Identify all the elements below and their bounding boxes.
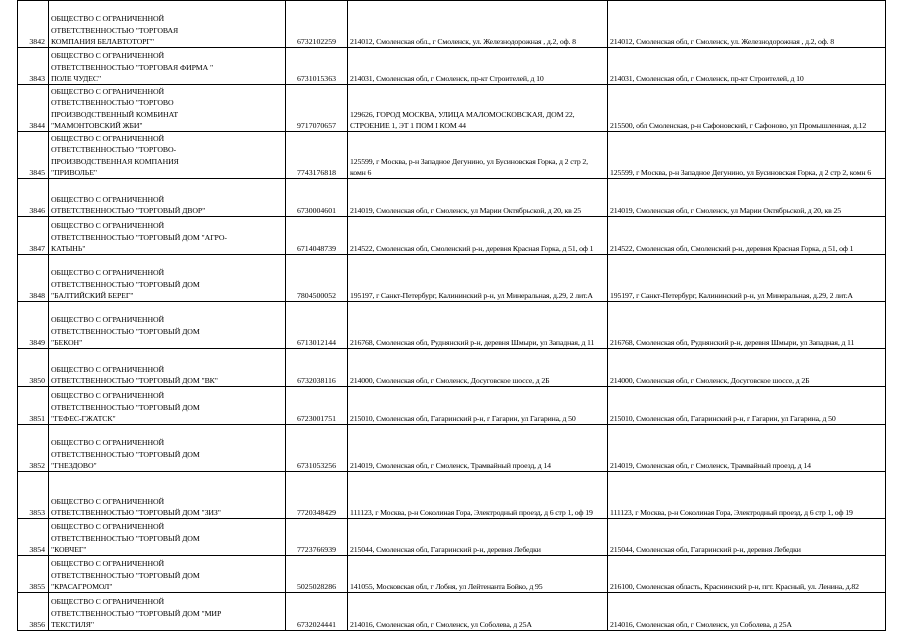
row-number-cell: 3845 [18, 132, 49, 179]
row-number-cell: 3847 [18, 217, 49, 255]
inn-cell: 6731015363 [286, 48, 348, 85]
inn-cell: 6732038116 [286, 349, 348, 387]
actual-address-cell: 214019, Смоленская обл, г Смоленск, Трамвайный проезд, д 14 [608, 425, 886, 472]
table-row [18, 425, 886, 472]
inn-cell: 7723766939 [286, 519, 348, 556]
organization-name-cell: ОБЩЕСТВО С ОГРАНИЧЕННОЙ ОТВЕТСТВЕННОСТЬЮ "ТОРГОВЫЙ ДОМ "КОВЧЕГ" [49, 519, 286, 556]
inn-cell: 7720348429 [286, 472, 348, 519]
table-row [18, 217, 886, 255]
row-number-cell: 3851 [18, 387, 49, 425]
organization-name-cell: ОБЩЕСТВО С ОГРАНИЧЕННОЙ ОТВЕТСТВЕННОСТЬЮ "ТОРГОВО ПРОИЗВОДСТВЕННЫЙ КОМБИНАТ "МАМОНТОВСКИЙ ЖБИ" [49, 85, 286, 132]
inn-cell: 5025028286 [286, 556, 348, 593]
row-number-cell: 3852 [18, 425, 49, 472]
inn-cell: 6723001751 [286, 387, 348, 425]
table-row [18, 1, 886, 48]
organization-name-cell: ОБЩЕСТВО С ОГРАНИЧЕННОЙ ОТВЕТСТВЕННОСТЬЮ "ТОРГОВЫЙ ДВОР" [49, 179, 286, 217]
row-number-cell: 3854 [18, 519, 49, 556]
actual-address-cell: 215044, Смоленская обл, Гагаринский р-н, деревня Лебедки [608, 519, 886, 556]
legal-address-cell: 215010, Смоленская обл, Гагаринский р-н, г Гагарин, ул Гагарина, д 50 [348, 387, 608, 425]
organization-name-cell: ОБЩЕСТВО С ОГРАНИЧЕННОЙ ОТВЕТСТВЕННОСТЬЮ "ТОРГОВАЯ КОМПАНИЯ БЕЛАВТОТОРГ" [49, 1, 286, 48]
table-row [18, 179, 886, 217]
table-row [18, 556, 886, 593]
legal-address-cell: 214000, Смоленская обл, г Смоленск, Досуговское шоссе, д 2Б [348, 349, 608, 387]
legal-address-cell: 141055, Московская обл, г Лобня, ул Лейтенанта Бойко, д 95 [348, 556, 608, 593]
actual-address-cell: 214016, Смоленская обл, г Смоленск, ул Соболева, д 25А [608, 593, 886, 631]
row-number-cell: 3844 [18, 85, 49, 132]
organization-name-cell: ОБЩЕСТВО С ОГРАНИЧЕННОЙ ОТВЕТСТВЕННОСТЬЮ "ТОРГОВЫЙ ДОМ "ЗИЗ" [49, 472, 286, 519]
actual-address-cell: 214522, Смоленская обл, Смоленский р-н, деревня Красная Горка, д 51, оф 1 [608, 217, 886, 255]
actual-address-cell: 215500, обл Смоленская, р-н Сафоновский, г Сафоново, ул Промышленная, д.12 [608, 85, 886, 132]
legal-address-cell: 129626, ГОРОД МОСКВА, УЛИЦА МАЛОМОСКОВСКАЯ, ДОМ 22, СТРОЕНИЕ 1, ЭТ 1 ПОМ I КОМ 44 [348, 85, 608, 132]
row-number-cell: 3856 [18, 593, 49, 631]
organization-name-cell: ОБЩЕСТВО С ОГРАНИЧЕННОЙ ОТВЕТСТВЕННОСТЬЮ "ТОРГОВЫЙ ДОМ "АГРО- КАТЫНЬ" [49, 217, 286, 255]
row-number-cell: 3849 [18, 302, 49, 349]
actual-address-cell: 111123, г Москва, р-н Соколиная Гора, Электродный проезд, д 6 стр 1, оф 19 [608, 472, 886, 519]
table-row [18, 255, 886, 302]
table-row [18, 387, 886, 425]
actual-address-cell: 214000, Смоленская обл, г Смоленск, Досуговское шоссе, д 2Б [608, 349, 886, 387]
actual-address-cell: 216100, Смоленская область, Краснинский р-н, пгт. Красный, ул. Ленина, д.82 [608, 556, 886, 593]
legal-address-cell: 216768, Смоленская обл, Руднянский р-н, деревня Шмыри, ул Западная, д 11 [348, 302, 608, 349]
row-number-cell: 3850 [18, 349, 49, 387]
organization-name-cell: ОБЩЕСТВО С ОГРАНИЧЕННОЙ ОТВЕТСТВЕННОСТЬЮ "ТОРГОВЫЙ ДОМ "МИР ТЕКСТИЛЯ" [49, 593, 286, 631]
table-row [18, 349, 886, 387]
inn-cell: 7743176818 [286, 132, 348, 179]
legal-address-cell: 215044, Смоленская обл, Гагаринский р-н, деревня Лебедки [348, 519, 608, 556]
legal-address-cell: 214016, Смоленская обл, г Смоленск, ул Соболева, д 25А [348, 593, 608, 631]
inn-cell: 6730004601 [286, 179, 348, 217]
actual-address-cell: 195197, г Санкт-Петербург, Калининский р-н, ул Минеральная, д.29, 2 лит.А [608, 255, 886, 302]
row-number-cell: 3855 [18, 556, 49, 593]
actual-address-cell: 215010, Смоленская обл, Гагаринский р-н, г Гагарин, ул Гагарина, д 50 [608, 387, 886, 425]
organization-name-cell: ОБЩЕСТВО С ОГРАНИЧЕННОЙ ОТВЕТСТВЕННОСТЬЮ "ТОРГОВЫЙ ДОМ "ГНЕЗДОВО" [49, 425, 286, 472]
legal-address-cell: 214019, Смоленская обл, г Смоленск, Трамвайный проезд, д 14 [348, 425, 608, 472]
inn-cell: 6714048739 [286, 217, 348, 255]
table-row [18, 472, 886, 519]
row-number-cell: 3842 [18, 1, 49, 48]
inn-cell: 9717070657 [286, 85, 348, 132]
table-row [18, 132, 886, 179]
inn-cell: 7804500052 [286, 255, 348, 302]
inn-cell: 6713012144 [286, 302, 348, 349]
table-row [18, 48, 886, 85]
organization-name-cell: ОБЩЕСТВО С ОГРАНИЧЕННОЙ ОТВЕТСТВЕННОСТЬЮ "ТОРГОВЫЙ ДОМ "БАЛТИЙСКИЙ БЕРЕГ" [49, 255, 286, 302]
actual-address-cell: 214019, Смоленская обл, г Смоленск, ул Марии Октябрьской, д 20, кв 25 [608, 179, 886, 217]
row-number-cell: 3848 [18, 255, 49, 302]
registry-table-body [18, 1, 886, 631]
legal-address-cell: 214012, Смоленская обл., г Смоленск, ул. Железнодорожная , д.2, оф. 8 [348, 1, 608, 48]
table-row [18, 85, 886, 132]
inn-cell: 6732024441 [286, 593, 348, 631]
row-number-cell: 3843 [18, 48, 49, 85]
legal-address-cell: 125599, г Москва, р-н Западное Дегунино, ул Бусиновская Горка, д 2 стр 2, комн 6 [348, 132, 608, 179]
table-row [18, 593, 886, 631]
legal-address-cell: 214019, Смоленская обл, г Смоленск, ул Марии Октябрьской, д 20, кв 25 [348, 179, 608, 217]
inn-cell: 6732102259 [286, 1, 348, 48]
legal-address-cell: 111123, г Москва, р-н Соколиная Гора, Электродный проезд, д 6 стр 1, оф 19 [348, 472, 608, 519]
inn-cell: 6731053256 [286, 425, 348, 472]
organization-name-cell: ОБЩЕСТВО С ОГРАНИЧЕННОЙ ОТВЕТСТВЕННОСТЬЮ "ТОРГОВО- ПРОИЗВОДСТВЕННАЯ КОМПАНИЯ "ПРИВОЛЬЕ" [49, 132, 286, 179]
actual-address-cell: 125599, г Москва, р-н Западное Дегунино, ул Бусиновская Горка, д 2 стр 2, комн 6 [608, 132, 886, 179]
organization-name-cell: ОБЩЕСТВО С ОГРАНИЧЕННОЙ ОТВЕТСТВЕННОСТЬЮ "ТОРГОВЫЙ ДОМ "ГЕФЕС-ГЖАТСК" [49, 387, 286, 425]
actual-address-cell: 214012, Смоленская обл, г Смоленск, ул. Железнодорожная , д.2, оф. 8 [608, 1, 886, 48]
actual-address-cell: 216768, Смоленская обл, Руднянский р-н, деревня Шмыри, ул Западная, д 11 [608, 302, 886, 349]
table-row [18, 519, 886, 556]
row-number-cell: 3846 [18, 179, 49, 217]
legal-address-cell: 214031, Смоленская обл, г Смоленск, пр-кт Строителей, д 10 [348, 48, 608, 85]
row-number-cell: 3853 [18, 472, 49, 519]
legal-address-cell: 214522, Смоленская обл, Смоленский р-н, деревня Красная Горка, д 51, оф 1 [348, 217, 608, 255]
organization-name-cell: ОБЩЕСТВО С ОГРАНИЧЕННОЙ ОТВЕТСТВЕННОСТЬЮ "ТОРГОВАЯ ФИРМА " ПОЛЕ ЧУДЕС" [49, 48, 286, 85]
legal-address-cell: 195197, г Санкт-Петербург, Калининский р-н, ул Минеральная, д.29, 2 лит.А [348, 255, 608, 302]
organization-name-cell: ОБЩЕСТВО С ОГРАНИЧЕННОЙ ОТВЕТСТВЕННОСТЬЮ "ТОРГОВЫЙ ДОМ "ВК" [49, 349, 286, 387]
organization-name-cell: ОБЩЕСТВО С ОГРАНИЧЕННОЙ ОТВЕТСТВЕННОСТЬЮ "ТОРГОВЫЙ ДОМ "БЕКОН" [49, 302, 286, 349]
organization-name-cell: ОБЩЕСТВО С ОГРАНИЧЕННОЙ ОТВЕТСТВЕННОСТЬЮ "ТОРГОВЫЙ ДОМ "КРАСАГРОМОЛ" [49, 556, 286, 593]
table-row [18, 302, 886, 349]
actual-address-cell: 214031, Смоленская обл, г Смоленск, пр-кт Строителей, д 10 [608, 48, 886, 85]
registry-table [17, 0, 886, 631]
